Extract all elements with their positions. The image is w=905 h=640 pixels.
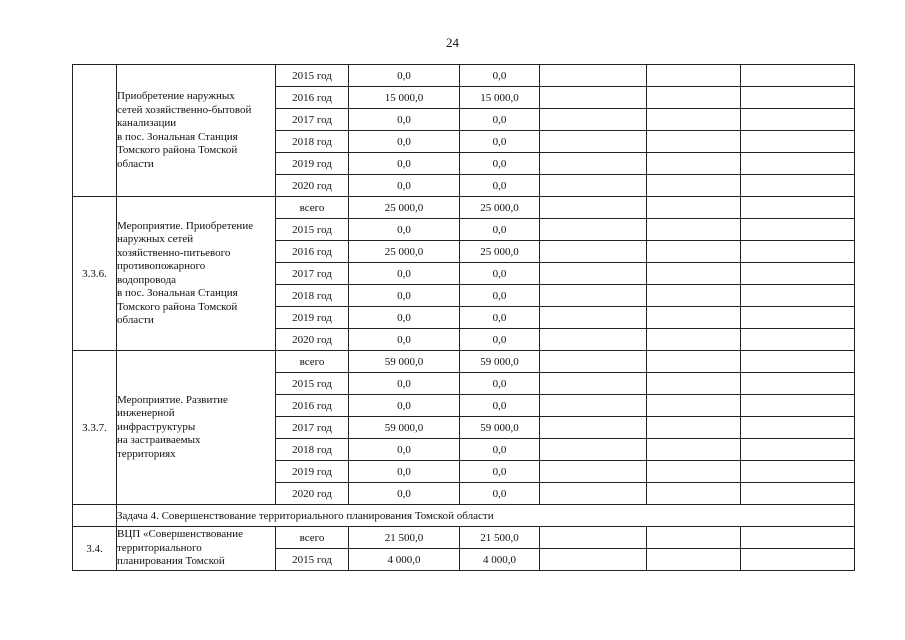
empty-cell bbox=[540, 373, 647, 395]
year-cell: 2019 год bbox=[276, 307, 349, 329]
total-cell: 0,0 bbox=[349, 153, 460, 175]
total-cell: 0,0 bbox=[349, 461, 460, 483]
budget-cell: 0,0 bbox=[460, 461, 540, 483]
total-cell: 0,0 bbox=[349, 329, 460, 351]
year-cell: 2020 год bbox=[276, 175, 349, 197]
empty-cell bbox=[540, 241, 647, 263]
budget-cell: 0,0 bbox=[460, 307, 540, 329]
year-cell: всего bbox=[276, 527, 349, 549]
empty-cell bbox=[741, 241, 855, 263]
empty-cell bbox=[741, 483, 855, 505]
year-cell: 2020 год bbox=[276, 329, 349, 351]
empty-cell bbox=[741, 153, 855, 175]
budget-cell: 0,0 bbox=[460, 439, 540, 461]
empty-cell bbox=[647, 395, 741, 417]
task-heading: Задача 4. Совершенствование территориального планирования Томской области bbox=[117, 505, 855, 527]
empty-cell bbox=[647, 109, 741, 131]
empty-cell bbox=[540, 395, 647, 417]
empty-cell bbox=[741, 175, 855, 197]
empty-cell bbox=[540, 439, 647, 461]
total-cell: 4 000,0 bbox=[349, 549, 460, 571]
budget-cell: 0,0 bbox=[460, 285, 540, 307]
empty-cell bbox=[540, 483, 647, 505]
year-cell: 2017 год bbox=[276, 417, 349, 439]
budget-table bbox=[72, 64, 855, 571]
empty-cell bbox=[741, 549, 855, 571]
budget-cell: 59 000,0 bbox=[460, 351, 540, 373]
year-cell: 2015 год bbox=[276, 549, 349, 571]
empty-cell bbox=[540, 285, 647, 307]
empty-cell bbox=[741, 285, 855, 307]
empty-cell bbox=[647, 153, 741, 175]
empty-cell bbox=[741, 329, 855, 351]
empty-cell bbox=[647, 263, 741, 285]
budget-cell: 25 000,0 bbox=[460, 197, 540, 219]
item-name: ВЦП «Совершенствование территориального планирования Томской bbox=[117, 527, 276, 571]
budget-cell: 0,0 bbox=[460, 395, 540, 417]
budget-cell: 0,0 bbox=[460, 329, 540, 351]
year-cell: 2015 год bbox=[276, 65, 349, 87]
budget-cell: 0,0 bbox=[460, 175, 540, 197]
total-cell: 0,0 bbox=[349, 131, 460, 153]
total-cell: 0,0 bbox=[349, 307, 460, 329]
empty-cell bbox=[647, 197, 741, 219]
year-cell: 2016 год bbox=[276, 395, 349, 417]
empty-cell bbox=[647, 351, 741, 373]
empty-cell bbox=[647, 483, 741, 505]
year-cell: 2017 год bbox=[276, 263, 349, 285]
year-cell: 2018 год bbox=[276, 285, 349, 307]
year-cell: 2018 год bbox=[276, 439, 349, 461]
total-cell: 0,0 bbox=[349, 175, 460, 197]
total-cell: 0,0 bbox=[349, 439, 460, 461]
empty-cell bbox=[647, 175, 741, 197]
budget-cell: 25 000,0 bbox=[460, 241, 540, 263]
empty-cell bbox=[540, 87, 647, 109]
table-row bbox=[73, 527, 855, 549]
empty-cell bbox=[741, 263, 855, 285]
total-cell: 59 000,0 bbox=[349, 351, 460, 373]
empty-cell bbox=[647, 219, 741, 241]
budget-cell: 0,0 bbox=[460, 263, 540, 285]
empty-cell bbox=[540, 197, 647, 219]
empty-cell bbox=[540, 219, 647, 241]
empty-cell bbox=[540, 307, 647, 329]
total-cell: 15 000,0 bbox=[349, 87, 460, 109]
empty-cell bbox=[647, 329, 741, 351]
table-row bbox=[73, 197, 855, 219]
empty-cell bbox=[540, 131, 647, 153]
empty-cell bbox=[647, 373, 741, 395]
year-cell: всего bbox=[276, 197, 349, 219]
empty-cell bbox=[647, 417, 741, 439]
empty-cell bbox=[741, 461, 855, 483]
empty-cell bbox=[741, 439, 855, 461]
year-cell: 2016 год bbox=[276, 87, 349, 109]
item-name: Мероприятие. Развитие инженерной инфраструктуры на застраиваемых территориях bbox=[117, 351, 276, 505]
year-cell: 2017 год bbox=[276, 109, 349, 131]
total-cell: 0,0 bbox=[349, 219, 460, 241]
total-cell: 0,0 bbox=[349, 285, 460, 307]
year-cell: 2015 год bbox=[276, 219, 349, 241]
total-cell: 0,0 bbox=[349, 483, 460, 505]
budget-cell: 0,0 bbox=[460, 219, 540, 241]
empty-cell bbox=[647, 285, 741, 307]
total-cell: 21 500,0 bbox=[349, 527, 460, 549]
total-cell: 25 000,0 bbox=[349, 241, 460, 263]
empty-cell bbox=[741, 109, 855, 131]
item-number: 3.4. bbox=[73, 527, 117, 571]
total-cell: 0,0 bbox=[349, 373, 460, 395]
empty-cell bbox=[540, 329, 647, 351]
total-cell: 0,0 bbox=[349, 109, 460, 131]
empty-cell bbox=[647, 131, 741, 153]
total-cell: 25 000,0 bbox=[349, 197, 460, 219]
empty-cell bbox=[741, 395, 855, 417]
year-cell: 2018 год bbox=[276, 131, 349, 153]
total-cell: 59 000,0 bbox=[349, 417, 460, 439]
empty-cell bbox=[741, 65, 855, 87]
budget-cell: 0,0 bbox=[460, 109, 540, 131]
empty-cell bbox=[540, 417, 647, 439]
empty-cell bbox=[647, 87, 741, 109]
year-cell: 2020 год bbox=[276, 483, 349, 505]
item-name: Приобретение наружных сетей хозяйственно-бытовой канализации в пос. Зональная Станция Томского района Томской области bbox=[117, 65, 276, 197]
empty-cell bbox=[73, 505, 117, 527]
year-cell: 2016 год bbox=[276, 241, 349, 263]
budget-cell: 0,0 bbox=[460, 153, 540, 175]
page-number: 24 bbox=[446, 35, 459, 50]
empty-cell bbox=[741, 87, 855, 109]
empty-cell bbox=[741, 417, 855, 439]
item-number: 3.3.7. bbox=[73, 351, 117, 505]
empty-cell bbox=[540, 527, 647, 549]
total-cell: 0,0 bbox=[349, 395, 460, 417]
empty-cell bbox=[540, 461, 647, 483]
empty-cell bbox=[647, 527, 741, 549]
empty-cell bbox=[540, 549, 647, 571]
year-cell: 2019 год bbox=[276, 461, 349, 483]
empty-cell bbox=[741, 527, 855, 549]
empty-cell bbox=[647, 549, 741, 571]
empty-cell bbox=[741, 307, 855, 329]
year-cell: всего bbox=[276, 351, 349, 373]
budget-cell: 21 500,0 bbox=[460, 527, 540, 549]
empty-cell bbox=[647, 461, 741, 483]
empty-cell bbox=[741, 131, 855, 153]
empty-cell bbox=[540, 109, 647, 131]
budget-cell: 15 000,0 bbox=[460, 87, 540, 109]
year-cell: 2015 год bbox=[276, 373, 349, 395]
budget-cell: 0,0 bbox=[460, 483, 540, 505]
empty-cell bbox=[741, 351, 855, 373]
empty-cell bbox=[741, 197, 855, 219]
table-row bbox=[73, 65, 855, 87]
empty-cell bbox=[741, 219, 855, 241]
total-cell: 0,0 bbox=[349, 65, 460, 87]
table-row bbox=[73, 351, 855, 373]
budget-cell: 0,0 bbox=[460, 373, 540, 395]
budget-cell: 0,0 bbox=[460, 131, 540, 153]
empty-cell bbox=[540, 263, 647, 285]
year-cell: 2019 год bbox=[276, 153, 349, 175]
empty-cell bbox=[540, 65, 647, 87]
budget-cell: 59 000,0 bbox=[460, 417, 540, 439]
empty-cell bbox=[540, 351, 647, 373]
budget-cell: 0,0 bbox=[460, 65, 540, 87]
budget-cell: 4 000,0 bbox=[460, 549, 540, 571]
empty-cell bbox=[540, 153, 647, 175]
empty-cell bbox=[647, 439, 741, 461]
empty-cell bbox=[741, 373, 855, 395]
item-number: 3.3.6. bbox=[73, 197, 117, 351]
task-row bbox=[73, 505, 855, 527]
item-name: Мероприятие. Приобретение наружных сетей хозяйственно-питьевого противопожарного водопровода в пос. Зональная Станция Томского района Томской области bbox=[117, 197, 276, 351]
empty-cell bbox=[540, 175, 647, 197]
total-cell: 0,0 bbox=[349, 263, 460, 285]
empty-cell bbox=[647, 307, 741, 329]
empty-cell bbox=[647, 241, 741, 263]
item-number bbox=[73, 65, 117, 197]
empty-cell bbox=[647, 65, 741, 87]
